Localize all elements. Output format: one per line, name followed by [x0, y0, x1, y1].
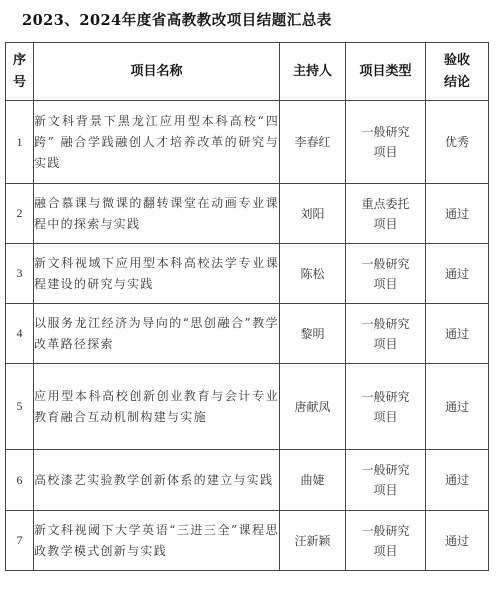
row-number: 6	[6, 450, 34, 511]
header-host: 主持人	[280, 43, 346, 101]
project-type: 一般研究 项目	[346, 364, 426, 450]
table-row	[6, 244, 489, 304]
table-row	[6, 511, 489, 571]
header-no: 序 号	[6, 43, 34, 101]
project-result: 通过	[426, 450, 489, 511]
project-host: 陈松	[280, 244, 346, 304]
project-type: 一般研究 项目	[346, 101, 426, 184]
project-type: 一般研究 项目	[346, 244, 426, 304]
project-result: 通过	[426, 184, 489, 244]
project-host: 唐献凤	[280, 364, 346, 450]
project-type: 一般研究 项目	[346, 511, 426, 571]
project-name: 融合慕课与微课的翻转课堂在动画专业课程中的探索与实践	[34, 184, 280, 244]
project-result: 通过	[426, 511, 489, 571]
table-header-row	[6, 43, 489, 101]
project-name: 应用型本科高校创新创业教育与会计专业教育融合互动机制构建与实施	[34, 364, 280, 450]
row-number: 3	[6, 244, 34, 304]
table-row	[6, 304, 489, 364]
project-host: 李春红	[280, 101, 346, 184]
table-row	[6, 184, 489, 244]
project-type: 重点委托 项目	[346, 184, 426, 244]
project-host: 曲婕	[280, 450, 346, 511]
page-title: 2023、2024年度省高教教改项目结题汇总表	[22, 12, 332, 29]
project-summary-table	[5, 42, 489, 571]
project-name: 以服务龙江经济为导向的“思创融合”教学改革路径探索	[34, 304, 280, 364]
project-result: 优秀	[426, 101, 489, 184]
header-type: 项目类型	[346, 43, 426, 101]
project-result: 通过	[426, 244, 489, 304]
project-type: 一般研究 项目	[346, 450, 426, 511]
project-name: 新文科视阈下大学英语“三进三全”课程思政教学模式创新与实践	[34, 511, 280, 571]
row-number: 7	[6, 511, 34, 571]
table-row	[6, 364, 489, 450]
project-result: 通过	[426, 304, 489, 364]
header-result: 验收 结论	[426, 43, 489, 101]
project-type: 一般研究 项目	[346, 304, 426, 364]
project-name: 新文科视域下应用型本科高校法学专业课程建设的研究与实践	[34, 244, 280, 304]
project-result: 通过	[426, 364, 489, 450]
table-row	[6, 450, 489, 511]
table-row	[6, 101, 489, 184]
row-number: 2	[6, 184, 34, 244]
header-name: 项目名称	[34, 43, 280, 101]
row-number: 5	[6, 364, 34, 450]
row-number: 1	[6, 101, 34, 184]
project-name: 高校漆艺实验教学创新体系的建立与实践	[34, 450, 280, 511]
project-host: 黎明	[280, 304, 346, 364]
project-name: 新文科背景下黑龙江应用型本科高校“四跨” 融合学践融创人才培养改革的研究与实践	[34, 101, 280, 184]
project-host: 刘阳	[280, 184, 346, 244]
row-number: 4	[6, 304, 34, 364]
project-host: 汪新颖	[280, 511, 346, 571]
